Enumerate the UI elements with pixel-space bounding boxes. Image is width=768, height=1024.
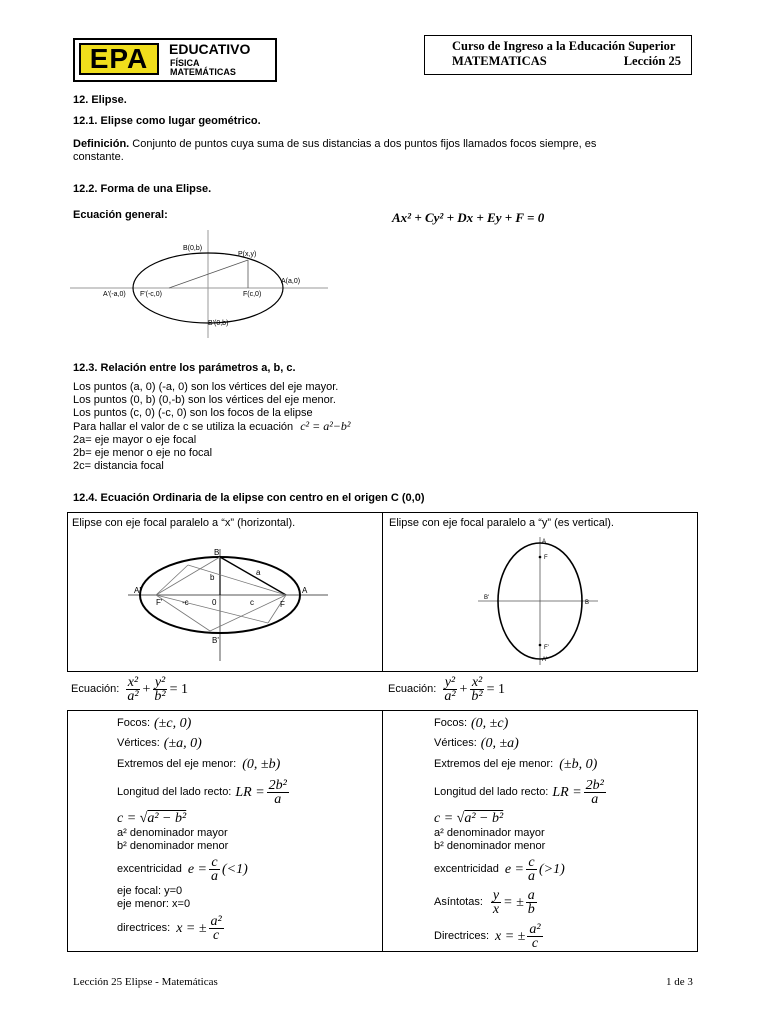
- right-properties: Focos: (0, ±c) Vértices: (0, ±a) Extremos del eje menor: (±b, 0) Longitud del lado recto: LR = $\frac{\text{2b²}}{a}$ c = √a² − b² a² denominador mayor b² denominador menor excentricidad e = $\frac{c}{a}$ (>1) Asíntotas: $\frac{y}{x}$ = ± $\frac{a}{b}$ Directrices: x = ± $\frac{\text{a²}}{c}$: [434, 715, 604, 951]
- fig-Ap: A': [134, 586, 141, 595]
- vertices-value: (0, ±a): [480, 735, 519, 751]
- table-divider: [382, 513, 383, 671]
- logo: [73, 38, 277, 82]
- table-divider: [382, 711, 383, 951]
- relation-line: Los puntos (0, b) (0,-b) son los vértices del eje menor.: [73, 394, 336, 406]
- relations: [73, 381, 351, 473]
- focos-value: (0, ±c): [471, 715, 509, 731]
- heading-12-3: 12.3. Relación entre los parámetros a, b, c.: [73, 362, 296, 374]
- definition-label: Definición.: [73, 138, 130, 150]
- fig-F: F: [544, 555, 548, 561]
- fig-Ap: A': [542, 657, 548, 663]
- logo-box: [79, 43, 159, 75]
- fig-mc: -c: [182, 598, 189, 607]
- focos-value: (±c, 0): [154, 715, 192, 731]
- fig-Fp: F': [544, 645, 549, 651]
- footer-page: 1 de 3: [666, 976, 693, 988]
- c-sqrt: c = √a² − b²: [117, 810, 187, 826]
- heading-12-2: 12.2. Forma de una Elipse.: [73, 183, 212, 195]
- label-P: P(x,y): [238, 251, 257, 258]
- logo-sub2: FÍSICA: [170, 58, 200, 68]
- fig-o: 0: [212, 598, 217, 607]
- ellipse-diagram: [70, 230, 330, 340]
- def-2c: 2c= distancia focal: [73, 460, 164, 472]
- fig-A: A: [302, 586, 308, 595]
- fig-Fp: F': [156, 598, 163, 607]
- table-top-row: [67, 512, 698, 672]
- logo-sub3: MATEMÁTICAS: [170, 67, 236, 77]
- logo-text: EPA: [89, 43, 149, 74]
- label-B: B(0,b): [183, 245, 203, 252]
- definition-text: Conjunto de puntos cuya suma de sus distancias a dos puntos fijos llamados focos siempre, es: [129, 138, 597, 150]
- fig-F: F: [280, 600, 285, 609]
- fig-Bp: B': [212, 636, 219, 645]
- label-Fp: F'(-c,0): [140, 291, 162, 298]
- logo-sub1: EDUCATIVO: [169, 41, 251, 57]
- general-eq-label: Ecuación general:: [73, 209, 168, 221]
- right-equation: Ecuación: $\frac{\text{y²}}{\text{a²}}$ + $\frac{\text{x²}}{\text{b²}}$ = 1: [388, 675, 506, 704]
- def-2b: 2b= eje menor o eje no focal: [73, 447, 213, 459]
- heading-12: 12. Elipse.: [73, 94, 127, 106]
- course-box: [424, 35, 692, 75]
- c-equation: c² = a²−b²: [300, 419, 351, 433]
- definition-text2: constante.: [73, 151, 124, 163]
- table-properties: [67, 710, 698, 952]
- left-title: Elipse con eje focal paralelo a “x” (horizontal).: [72, 517, 296, 529]
- course-subject: MATEMATICAS: [452, 54, 547, 68]
- left-properties: Focos: (±c, 0) Vértices: (±a, 0) Extremos del eje menor: (0, ±b) Longitud del lado recto: LR = $\frac{\text{2b²}}{a}$ c = √a² − b² a² denominador mayor b² denominador menor excentricidad e = $\frac{c}{a}$ (<1) eje focal: y=0 eje menor: x=0 directrices: x = ± $\frac{\text{a²}}{c}$: [117, 715, 287, 943]
- label-Bp: B'(0,b): [208, 320, 229, 327]
- right-title: Elipse con eje focal paralelo a “y” (es vertical).: [389, 517, 614, 529]
- left-equation: Ecuación: $\frac{\text{x²}}{\text{a²}}$ + $\frac{\text{y²}}{\text{b²}}$ = 1: [71, 675, 189, 704]
- footer-left: Lección 25 Elipse - Matemáticas: [73, 976, 218, 988]
- general-equation: Ax² + Cy² + Dx + Ey + F = 0: [392, 210, 545, 225]
- label-A: A(a,0): [281, 278, 301, 285]
- heading-12-1: 12.1. Elipse como lugar geométrico.: [73, 115, 261, 127]
- fig-a: a: [256, 568, 261, 577]
- vertices-value: (±a, 0): [163, 735, 202, 751]
- vertical-ellipse-figure: [476, 535, 616, 670]
- fig-B: B: [585, 600, 590, 606]
- fig-A: A: [542, 539, 547, 545]
- extremos-value: (0, ±b): [242, 756, 281, 772]
- fig-Bp: B': [484, 595, 490, 601]
- comparison-table: [67, 512, 698, 952]
- relation-c: Para hallar el valor de c se utiliza la ecuación c² = a²−b²: [73, 419, 351, 433]
- label-F: F(c,0): [243, 291, 262, 298]
- course-title: Curso de Ingreso a la Educación Superior: [452, 39, 676, 53]
- heading-12-4: 12.4. Ecuación Ordinaria de la elipse con centro en el origen C (0,0): [73, 492, 425, 504]
- relation-line: Los puntos (c, 0) (-c, 0) son los focos de la elipse: [73, 407, 313, 419]
- course-lesson: Lección 25: [623, 54, 681, 68]
- c-sqrt: c = √a² − b²: [434, 810, 504, 826]
- definition: [73, 138, 703, 164]
- horizontal-ellipse-figure: [118, 539, 348, 669]
- extremos-value: (±b, 0): [559, 756, 598, 772]
- fig-c: c: [250, 598, 254, 607]
- fig-B: B: [214, 548, 220, 557]
- def-2a: 2a= eje mayor o eje focal: [73, 434, 197, 446]
- label-Ap: A'(-a,0): [103, 291, 126, 298]
- relation-line: Los puntos (a, 0) (-a, 0) son los vértices del eje mayor.: [73, 381, 339, 393]
- fig-b: b: [210, 573, 215, 582]
